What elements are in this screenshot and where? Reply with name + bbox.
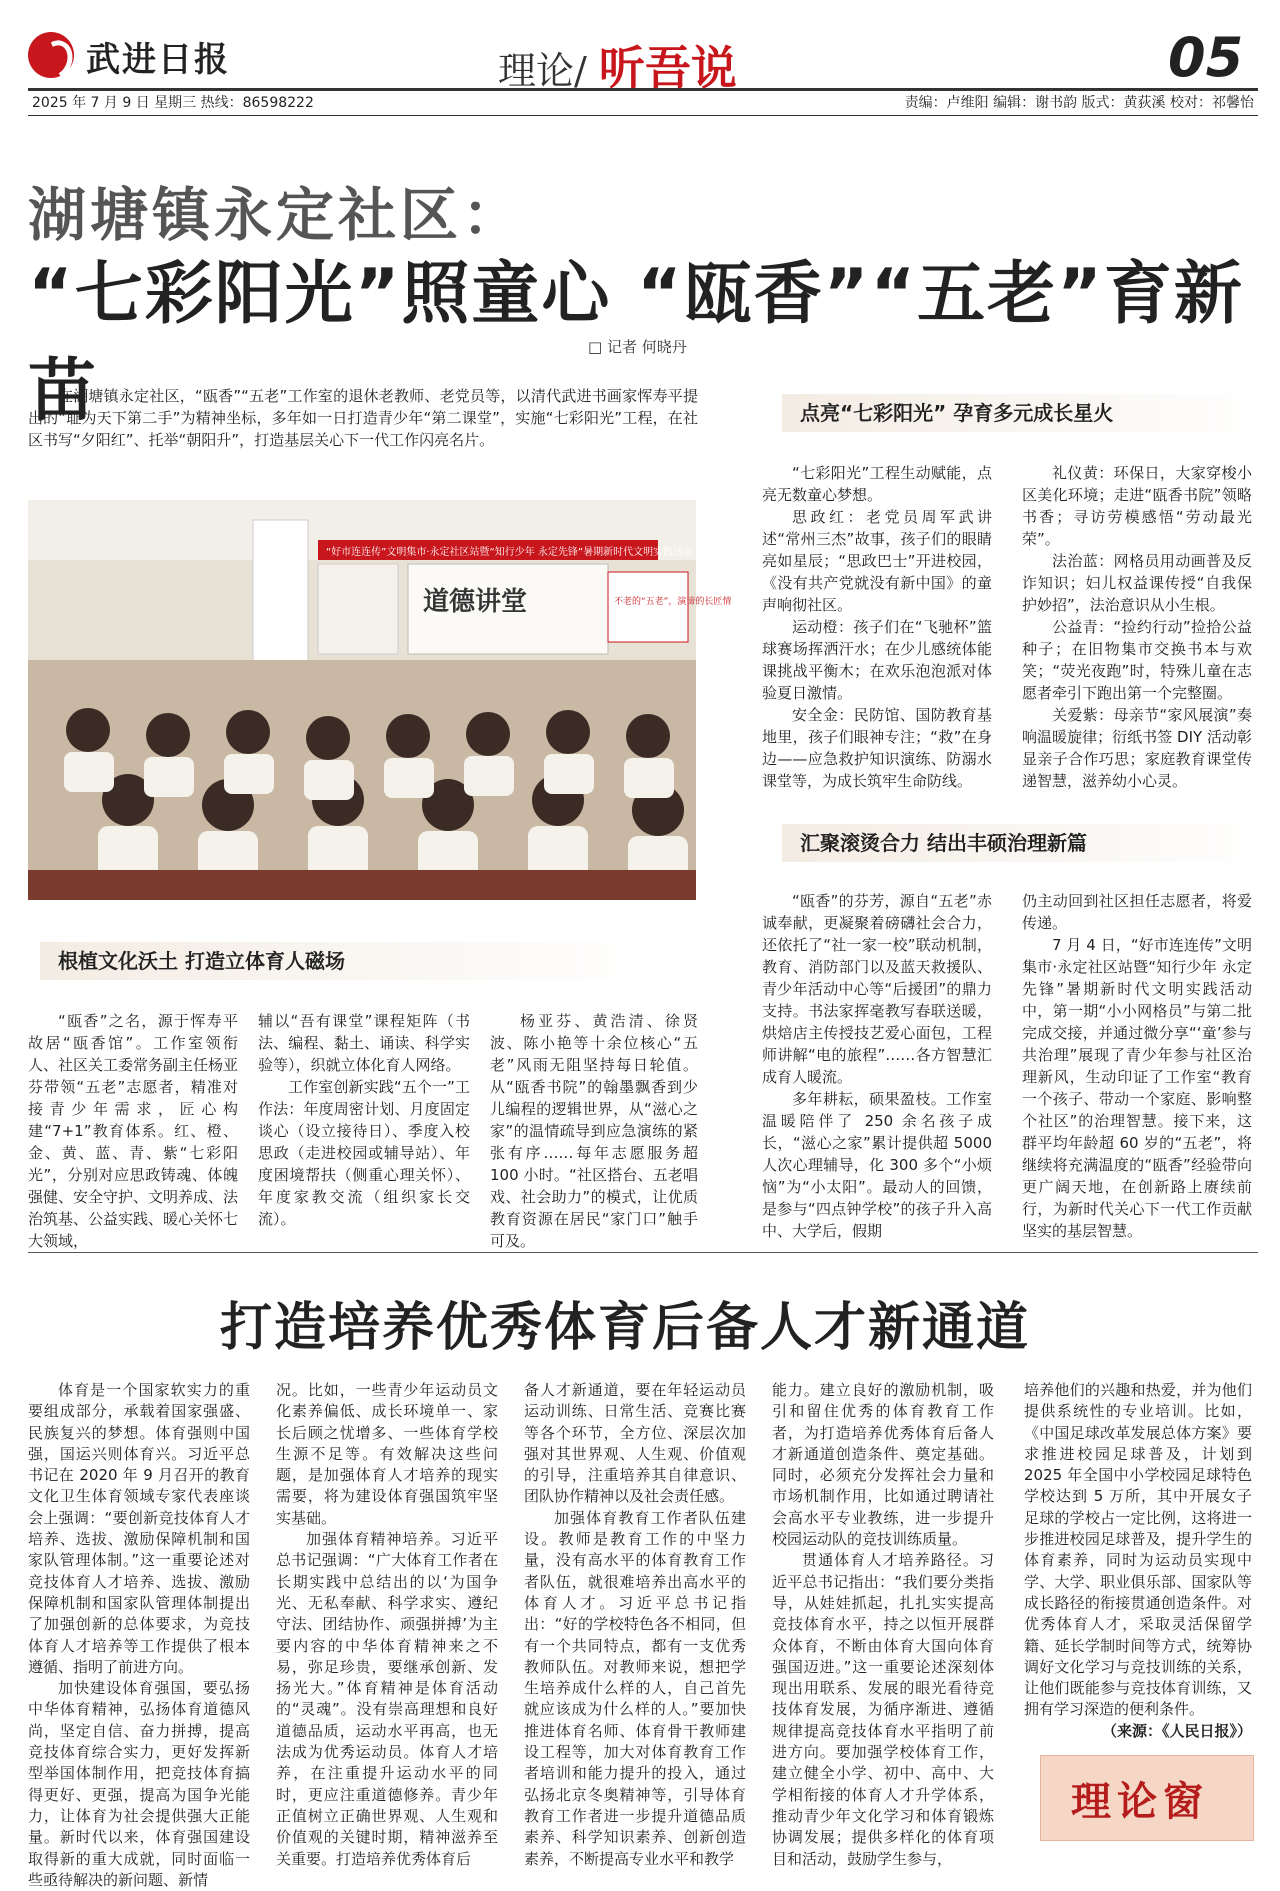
paragraph: 仍主动回到社区担任志愿者，将爱传递。 <box>1022 892 1252 932</box>
paragraph: 体育是一个国家软实力的重要组成部分，承载着国家强盛、民族复兴的梦想。体育强则中国强，国运兴则体育兴。习近平总书记在 2020 年 9 月召开的教育文化卫生体育领域专家代表座谈会上强调：“要创新竞技体育人才培养、选拔、激励保障机制和国家队管理体制。”这一重要论述对竞技体育人才培养、选拔、激励保障机制和国家队管理体制提出了加强创新的总体要求，为竞技体育人才培养等工作提供了根本遵循、指明了前进方向。 <box>28 1381 250 1676</box>
theory-window-label: 理论窗 <box>1071 1778 1209 1825</box>
section2-column-1 <box>762 462 992 792</box>
meta-bar <box>28 88 1258 116</box>
headline-primary: 湖塘镇永定社区： <box>28 181 525 249</box>
photo-screen-right: 不老的“五老”，演谛的长匠情 <box>614 597 732 607</box>
paragraph: 加强体育教育工作者队伍建设。教师是教育工作的中坚力量，没有高水平的体育教育工作者队伍，就很难培养出高水平的体育人才。习近平总书记指出：“好的学校特色各不相同，但有一个共同特点，都有一支优秀教师队伍。对教师来说，想把学生培养成什么样的人，自己首先就应该成为什么样的人。”要加快推进体育名师、体育骨干教师建设工程等，加大对体育教育工作者培训和能力提升的投入，通过弘扬北京冬奥精神等，引导体育教育工作者进一步提升道德品质素养、科学知识素养、创新创造素养，不断提高专业水平和教学 <box>524 1508 746 1868</box>
editors-line: 责编：卢维阳 编辑：谢书韵 版式：黄荻溪 校对：祁馨怡 <box>904 95 1254 111</box>
section1-column-1 <box>28 1010 238 1252</box>
paragraph: 加强体育精神培养。习近平总书记强调：“广大体育工作者在长期实践中总结出的以‘为国争光、无私奉献、科学求实、遵纪守法、团结协作、顽强拼搏’为主要内容的中华体育精神来之不易，弥足珍贵，要继承创新、发扬光大。”体育精神是体育活动的“灵魂”。没有崇高理想和良好道德品质，运动水平再高，也无法成为优秀运动员。体育人才培养，在注重提升运动水平的同时，更应注重道德修养。青少年正值树立正确世界观、人生观和价值观的关键时期，精神滋养至关重要。打造培养优秀体育后 <box>276 1530 498 1868</box>
section3-column-2 <box>1022 890 1252 1242</box>
article2-column-3 <box>524 1380 746 1870</box>
paragraph: 公益青：“捡约行动”捡拾公益种子；在旧物集市交换书本与欢笑；“荧光夜跑”时，特殊儿童在志愿者牵引下跑出第一个完整圈。 <box>1022 618 1252 702</box>
paragraph: 况。比如，一些青少年运动员文化素养偏低、成长环境单一、家长后顾之忧增多、一些体育学校生源不足等。有效解决这些问题，是加强体育人才培养的现实需要，将为建设体育强国筑牢坚实基础。 <box>276 1381 498 1527</box>
article-photo <box>28 500 732 900</box>
paragraph: 多年耕耘，硕果盈枝。工作室温暖陪伴了 250 余名孩子成长，“滋心之家”累计提供超 5000 人次心理辅导，化 300 多个“小烦恼”为“小太阳”。最动人的回馈，是参与“四点钟学校”的孩子升入高中、大学后，假期 <box>762 1090 992 1240</box>
paragraph: 7 月 4 日，“好市连连传”文明集市·永定社区站暨“知行少年 永定先锋”暑期新时代文明实践活动中，第一期“小小网格员”与第二批完成交接，并通过微分享“‘童’参与 共治理”展现了青少年参与社区治理新风，生动印证了工作室“教育一个孩子、带动一个家庭、影响整个社区”的治理智慧。接下来，这群平均年龄超 60 岁的“五老”，将继续将充满温度的“瓯香”经验带向更广阔天地，在创新路上赓续前行，为新时代关心下一代工作贡献坚实的基层智慧。 <box>1022 936 1252 1240</box>
paragraph: 礼仪黄：环保日，大家穿梭小区美化环境；走进“瓯香书院”领略书香；寻访劳模感悟“劳动最光荣”。 <box>1022 464 1252 548</box>
paragraph: “瓯香”的芬芳，源自“五老”赤诚奉献，更凝聚着磅礴社会合力，还依托了“社一家一校”联动机制，教育、消防部门以及蓝天救援队、青少年活动中心等“后援团”的鼎力支持。书法家挥毫教写春联送暖，烘焙店主传授技艺爱心面包，工程师讲解“电的旅程”……各方智慧汇成育人暖流。 <box>762 892 992 1086</box>
date-line: 2025 年 7 月 9 日 星期三 热线：86598222 <box>32 95 314 111</box>
article-divider <box>28 1252 1258 1253</box>
paragraph: 辅以“吾有课堂”课程矩阵（书法、编程、黏土、诵读、科学实验等），织就立体化育人网络。 <box>258 1012 470 1074</box>
photo-screen-left: 道德讲堂 <box>423 587 528 617</box>
paragraph: “七彩阳光”工程生动赋能，点亮无数童心梦想。 <box>762 464 992 504</box>
photo-banner: “好市连连传”文明集市·永定社区站暨“知行少年 永定先锋”暑期新时代文明实践活动 <box>326 547 694 558</box>
page-number: 05 <box>1168 26 1244 89</box>
newspaper-logo-icon <box>28 32 74 78</box>
theory-window-badge <box>1040 1755 1254 1841</box>
paragraph: 培养他们的兴趣和热爱，并为他们提供系统性的专业培训。比如，《中国足球改革发展总体方案》要求推进校园足球普及，计划到 2025 年全国中小学校园足球特色学校达到 5 万所，其中开展女子足球的学校占一定比例，这将进一步推进校园足球普及，提升学生的体育素养，同时为运动员实现中学、大学、职业俱乐部、国家队等成长路径的衔接贯通创造条件。对优秀体育人才，采取灵活保留学籍、延长学制时间等方式，统筹协调好文化学习与竞技训练的关系，让他们既能参与竞技体育训练，又拥有学习深造的便利条件。 <box>1024 1381 1252 1719</box>
paragraph: 安全金：民防馆、国防教育基地里，孩子们眼神专注；“救”在身边——应急救护知识演练、防溺水课堂等，为成长筑牢生命防线。 <box>762 706 992 790</box>
section-heading-1: 根植文化沃土 打造立体育人磁场 <box>40 942 658 980</box>
paragraph: 运动橙：孩子们在“飞驰杯”篮球赛场挥洒汗水；在少儿感统体能课挑战平衡木；在欢乐泡泡派对体验夏日激情。 <box>762 618 992 702</box>
headline-secondary: “七彩阳光”照童心 “瓯香”“五老”育新苗 <box>28 255 1244 431</box>
paragraph: 能力。建立良好的激励机制，吸引和留住优秀的体育教育工作者，为打造培养优秀体育后备人才新通道创造条件、奠定基础。同时，必须充分发挥社会力量和市场机制作用，比如通过聘请社会高水平专业教练，进一步提升校园运动队的竞技训练质量。 <box>772 1381 994 1549</box>
article2-column-2 <box>276 1380 498 1870</box>
paragraph: 加快建设体育强国，要弘扬中华体育精神，弘扬体育道德风尚，坚定自信、奋力拼搏，提高竞技体育综合实力，更好发挥新型举国体制作用，把竞技体育搞得更好、更强，提高为国争光能力，让体育为社会提供强大正能量。新时代以来，体育强国建设取得新的重大成就，同时面临一些亟待解决的新问题、新情 <box>28 1679 250 1889</box>
classroom-photo-illustration <box>28 500 732 900</box>
article2-column-1 <box>28 1380 250 1891</box>
section2-column-2 <box>1022 462 1252 792</box>
paragraph: 工作室创新实践“五个一”工作法：年度周密计划、月度固定谈心（设立接待日）、季度入校思政（走进校园或辅导站）、年度困境帮扶（侧重心理关怀）、年度家教交流（组织家长交流）。 <box>258 1078 470 1228</box>
article2-title: 打造培养优秀体育后备人才新通道 <box>220 1298 1031 1358</box>
paragraph: 法治蓝：网格员用动画普及反诈知识；妇儿权益课传授“自我保护妙招”，法治意识从小生根。 <box>1022 552 1252 614</box>
byline: □ 记者 何晓丹 <box>588 338 687 356</box>
section1-column-3 <box>490 1010 698 1252</box>
section-highlight: 听吾说 <box>598 41 737 95</box>
paragraph: 备人才新通道，要在年轻运动员运动训练、日常生活、竞赛比赛等各个环节，全方位、深层次加强对其世界观、人生观、价值观的引导，注重培养其自律意识、团队协作精神以及社会责任感。 <box>524 1381 746 1506</box>
lead-paragraph: 在湖塘镇永定社区，“瓯香”“五老”工作室的退休老教师、老党员等，以清代武进书画家恽寿平提出的“耻为天下第二手”为精神坐标，多年如一日打造青少年“第二课堂”，实施“七彩阳光”工程，在社区书写“夕阳红”、托举“朝阳升”，打造基层关心下一代工作闪亮名片。 <box>28 387 698 449</box>
paragraph: 贯通体育人才培养路径。习近平总书记指出：“我们要分类指导，从娃娃抓起，扎扎实实提高竞技体育水平，持之以恒开展群众体育，不断由体育大国向体育强国迈进。”这一重要论述深刻体现出用联系、发展的眼光看待竞技体育发展，为循序渐进、遵循规律提高竞技体育水平指明了前进方向。要加强学校体育工作，建立健全小学、初中、高中、大学相衔接的体育人才升学体系，推动青少年文化学习和体育锻炼协调发展；提供多样化的体育项目和活动，鼓励学生参与， <box>772 1551 994 1868</box>
section1-column-2 <box>258 1010 470 1230</box>
paper-name: 武进日报 <box>86 40 230 80</box>
paragraph: 关爱紫：母亲节“家风展演”奏响温暖旋律；衍纸书签 DIY 活动彰显亲子合作巧思；家庭教育课堂传递智慧，滋养幼小心灵。 <box>1022 706 1252 790</box>
section-label: 理论/ <box>498 49 587 93</box>
article2-column-5 <box>1024 1380 1252 1742</box>
article2-column-4 <box>772 1380 994 1870</box>
paragraph: 杨亚芬、黄浩清、徐贤波、陈小艳等十余位核心“五老”风雨无阻坚持每日轮值。从“瓯香书院”的翰墨飘香到少儿编程的逻辑世界，从“滋心之家”的温情疏导到应急演练的紧张有序……每年志愿服务超 100 小时。“社区搭台、五老唱戏、社会助力”的模式，让优质教育资源在居民“家门口”触手可及。 <box>490 1012 698 1250</box>
source-credit: （来源：《人民日报》） <box>1101 1721 1252 1740</box>
paragraph: 思政红：老党员周军武讲述“常州三杰”故事，孩子们的眼睛亮如星辰；“思政巴士”开进校园，《没有共产党就没有新中国》的童声响彻社区。 <box>762 508 992 614</box>
paragraph: “瓯香”之名，源于恽寿平故居“瓯香馆”。工作室领衔人、社区关工委常务副主任杨亚芬带领“五老”志愿者，精准对接青少年需求，匠心构建“7+1”教育体系。红、橙、金、黄、蓝、青、紫“七彩阳光”，分别对应思政铸魂、体魄强健、安全守护、文明养成、法治筑基、公益实践、暖心关怀七大领域， <box>28 1012 239 1250</box>
section-heading-3: 汇聚滚烫合力 结出丰硕治理新篇 <box>782 824 1270 862</box>
section3-column-1 <box>762 890 992 1242</box>
section-heading-2: 点亮“七彩阳光” 孕育多元成长星火 <box>782 394 1270 432</box>
